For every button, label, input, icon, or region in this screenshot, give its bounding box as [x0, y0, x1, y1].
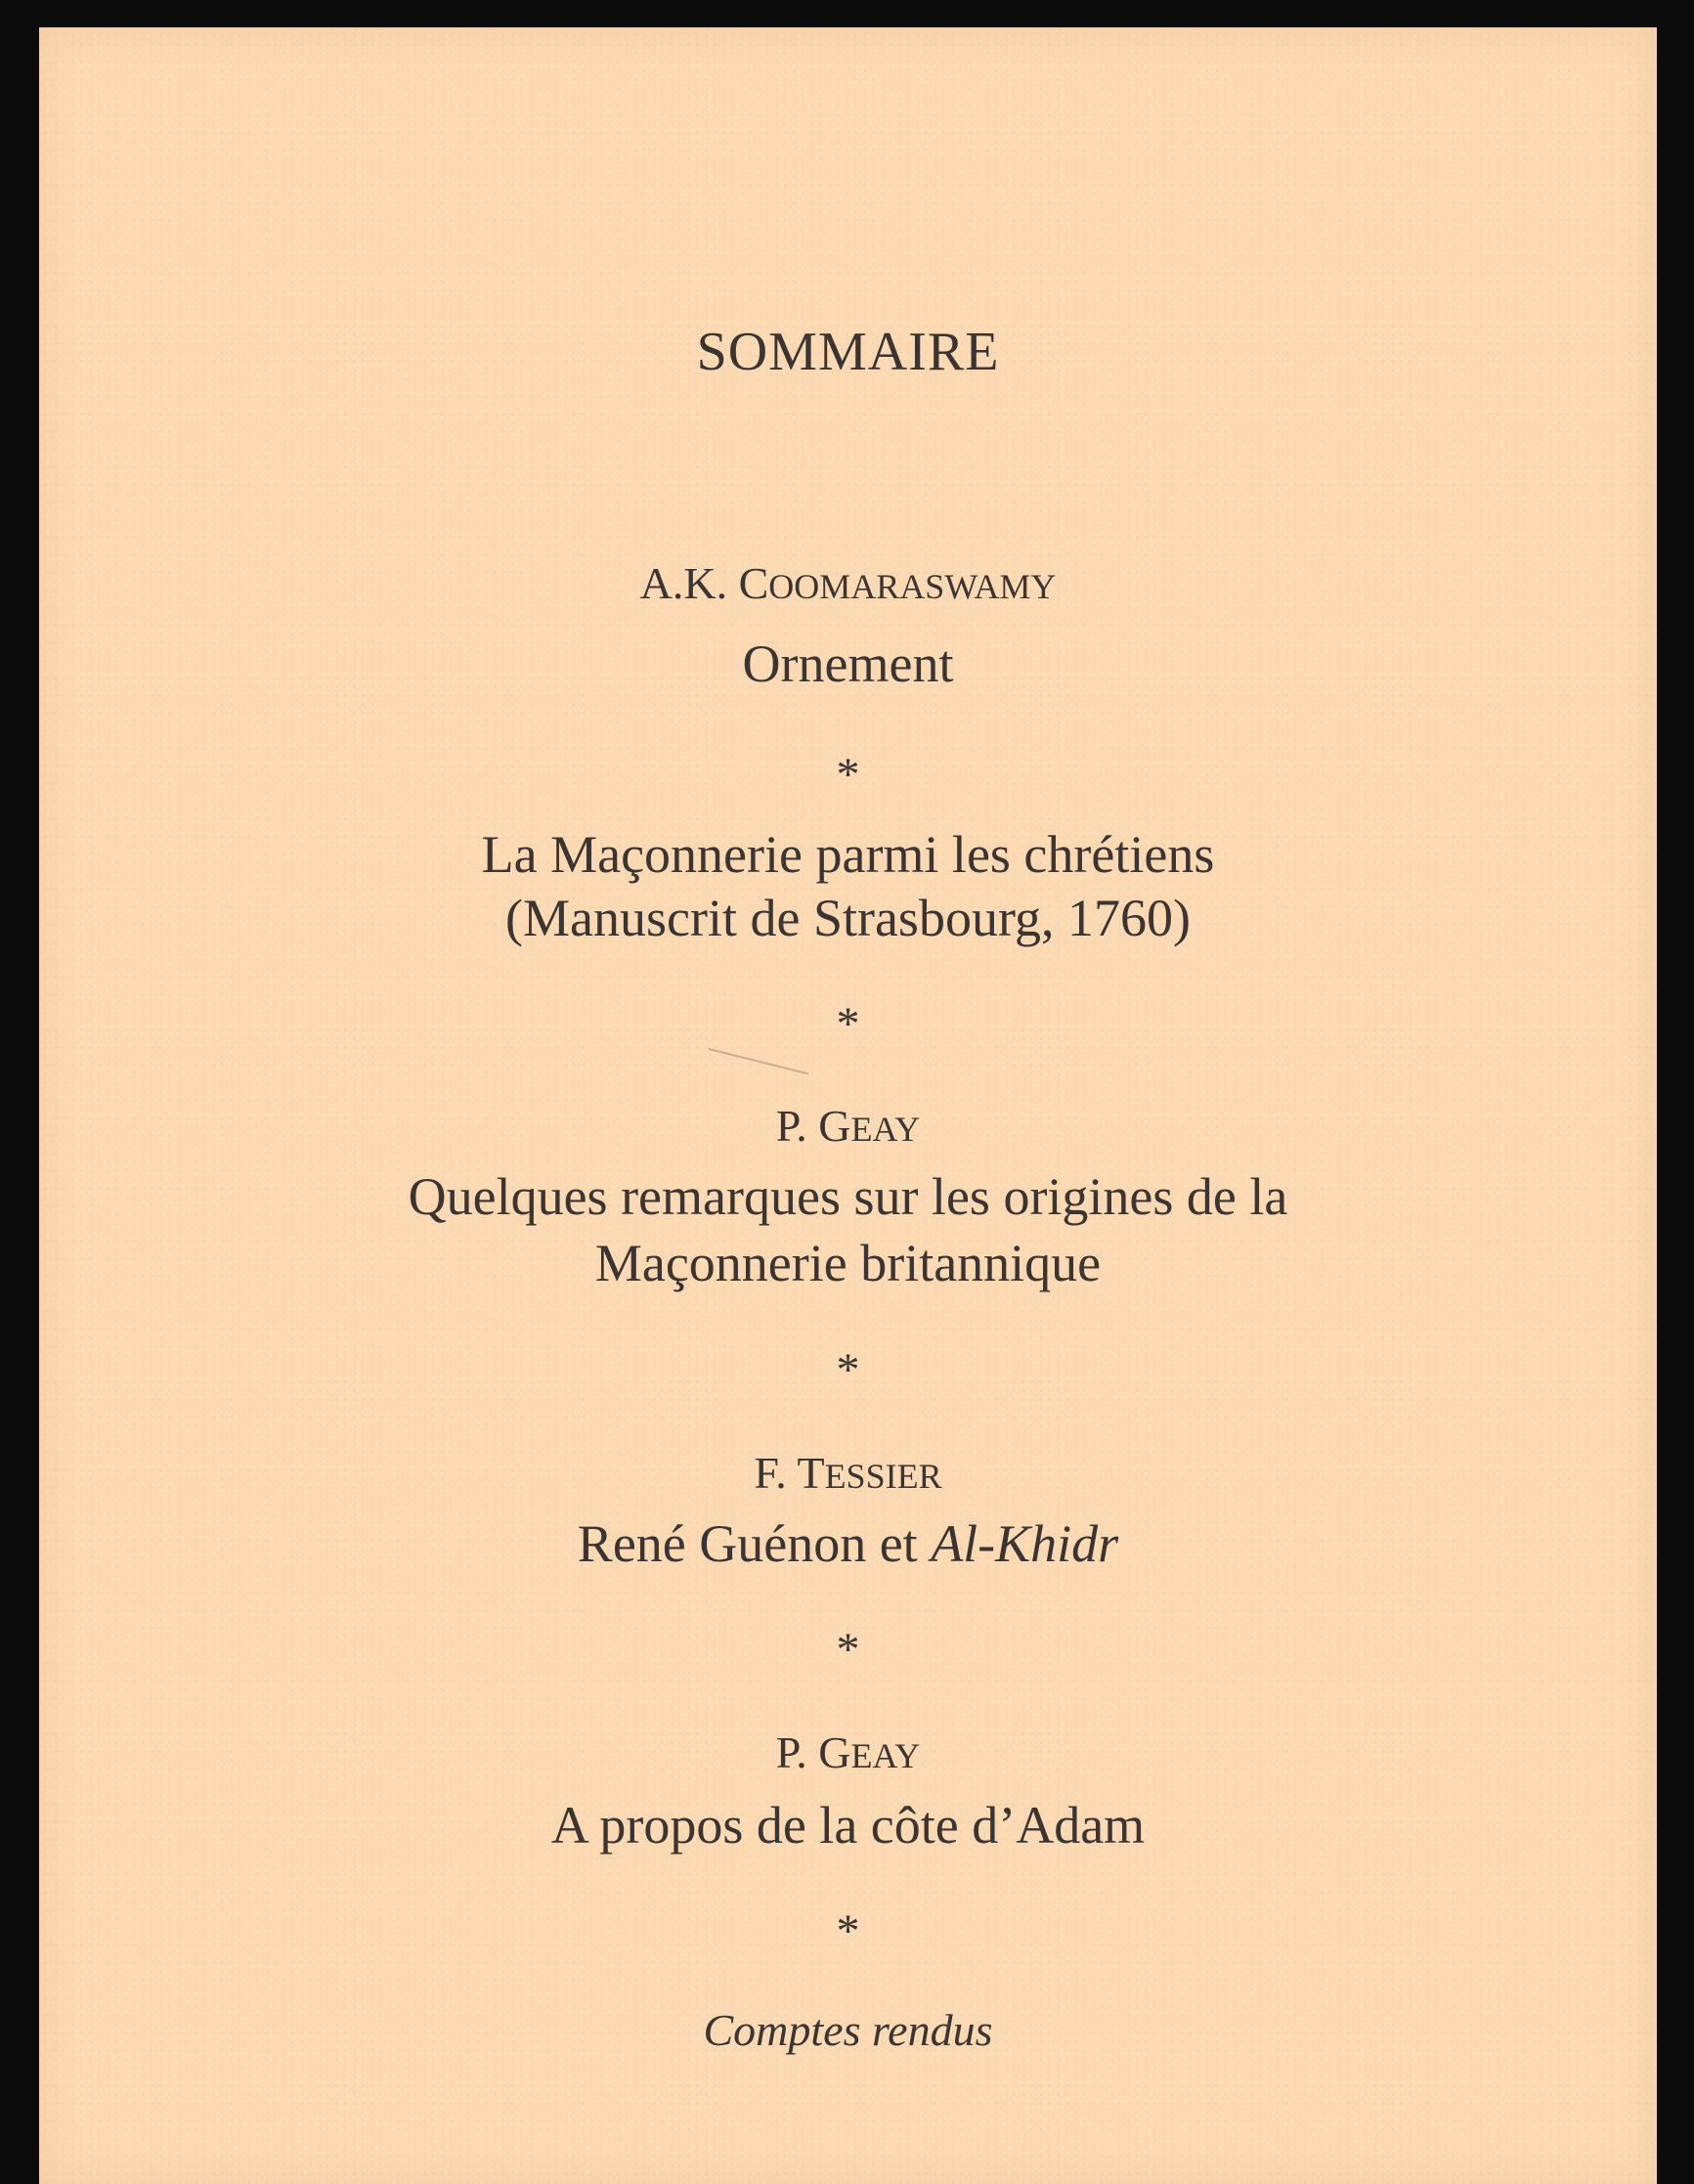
author-small-caps: OOMARASWAMY: [768, 567, 1057, 606]
article-title-adam: A propos de la côte d’Adam: [550, 1796, 1146, 1855]
article-title-maconnerie-line-1: La Maçonnerie parmi les chrétiens: [481, 825, 1215, 884]
paper-crease-mark: [709, 1048, 808, 1074]
author-initial: P. G: [775, 1101, 851, 1151]
separator-asterisk: *: [836, 1344, 860, 1396]
page-title: SOMMAIRE: [696, 322, 1000, 382]
article-title-guenon: [39, 1513, 1657, 1574]
author-small-caps: EAY: [850, 1110, 921, 1149]
article-title-origines-line-1: Quelques remarques sur les origines de la: [408, 1167, 1288, 1226]
separator-asterisk: *: [836, 1905, 860, 1957]
author-initial: F. T: [754, 1448, 825, 1498]
table-of-contents-page: [39, 27, 1657, 2184]
author-tessier: [39, 1447, 1657, 1499]
author-initial: A.K. C: [639, 558, 769, 608]
article-title-maconnerie-line-2: (Manuscrit de Strasbourg, 1760): [505, 889, 1191, 947]
author-small-caps: ESSIER: [824, 1457, 942, 1496]
article-title-ornement: Ornement: [742, 634, 954, 693]
separator-asterisk: *: [836, 998, 860, 1050]
author-coomaraswamy: [39, 557, 1657, 609]
author-geay: [39, 1100, 1657, 1152]
separator-asterisk: *: [836, 749, 860, 801]
author-initial: P. G: [775, 1727, 851, 1777]
article-title-plain: René Guénon et: [577, 1514, 932, 1573]
comptes-rendus-label: Comptes rendus: [703, 2005, 993, 2055]
separator-asterisk: *: [836, 1624, 860, 1676]
article-title-origines-line-2: Maçonnerie britannique: [594, 1234, 1102, 1292]
article-title-italic: Al-Khidr: [931, 1514, 1119, 1573]
author-geay-2: [39, 1726, 1657, 1778]
author-small-caps: EAY: [850, 1736, 921, 1775]
